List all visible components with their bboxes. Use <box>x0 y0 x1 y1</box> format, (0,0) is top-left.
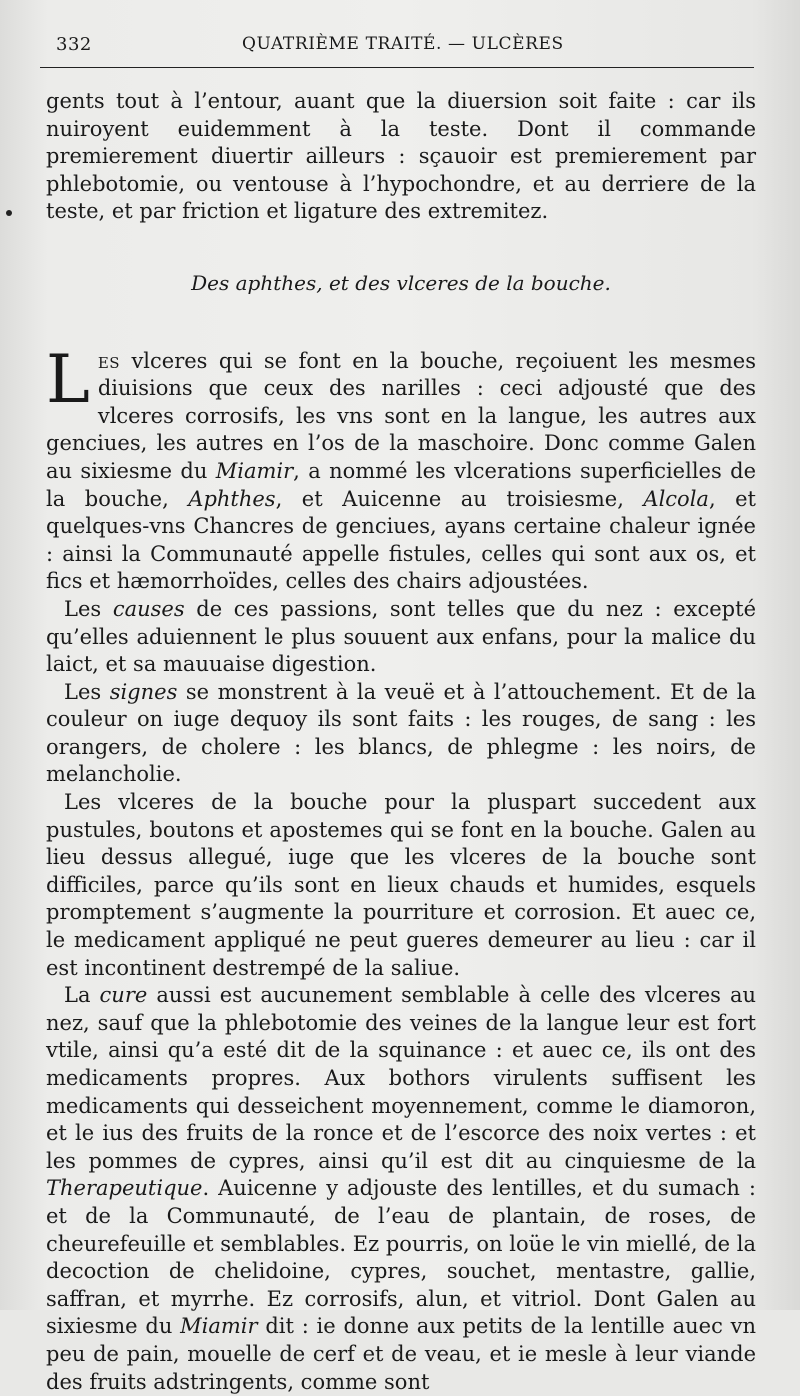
italic-term: Miamir <box>180 1314 258 1339</box>
text-run: , et quelques-vns Chancres de genciues, ayans certaine chaleur ignée : ainsi la Communauté appelle fistules, celles qui sont aux os, et fics et hæmorrhoïdes, celles des chairs adjoustées. <box>46 486 756 594</box>
section-heading: Des aphthes, et des vlceres de la bouche. <box>191 270 611 295</box>
text-run: se monstrent à la veuë et à l’attouchement. Et de la couleur on iuge dequoy ils sont faits : les rouges, de sang : les orangers, de cholere : les blancs, de phlegme : les noirs, de melancholie. <box>46 679 757 787</box>
text-run: Les <box>64 596 113 621</box>
text-run: Les <box>64 679 110 704</box>
paragraph-cure <box>46 982 756 1396</box>
text-run: de ces passions, sont telles que du nez : excepté qu’elles aduiennent le plus souuent aux enfans, pour la malice du laict, et sa mauuaise digestion. <box>46 596 756 677</box>
text-run: dit : ie donne aux petits de la lentille auec vn peu de pain, mouelle de cerf et de veau, et ie mesle à leur viande des fruits adstringents, comme sont <box>46 1314 756 1394</box>
margin-mark <box>6 210 12 216</box>
paragraph-continuation: gents tout à l’entour, auant que la diuersion soit faite : car ils nuiroyent euidemment à la teste. Dont il commande premierement diuertir ailleurs : sçauoir est premierement par phlebotomie, ou ventouse à l’hypochondre, et au derriere de la teste, et par friction et ligature des extremitez. <box>46 89 756 224</box>
text-run: , et Auicenne au troisiesme, <box>275 486 644 511</box>
italic-term: causes <box>112 596 185 621</box>
italic-term: signes <box>109 679 178 704</box>
paragraph-signes <box>46 679 756 789</box>
italic-term: Therapeutique <box>46 1176 203 1201</box>
running-head: QUATRIÈME TRAITÉ. — ULCÈRES <box>242 34 564 54</box>
paragraph-causes <box>46 596 756 679</box>
italic-term: cure <box>99 983 148 1008</box>
text-run: vlceres qui se font en la bouche, reçoiuent les mesmes diuisions que ceux des narilles : ceci adjousté que des vlceres corrosifs, les vns sont en la langue, les autres aux genciues, les autres en l’os de la maschoire. Donc comme Galen au sixiesme du <box>46 348 756 483</box>
paragraph-opening <box>46 340 756 596</box>
italic-term: Aphthes <box>188 486 276 511</box>
page-header <box>56 30 754 66</box>
text-run: La <box>64 983 100 1008</box>
text-run: . Auicenne y adjouste des lentilles, et du sumach : et de la Communauté, de l’eau de plantain, de roses, de cheurefeuille et semblables. Ez pourris, on loüe le vin miellé, de la decoction de chelidoine, cypres, souchet, mentastre, gallie, saffran, et myrrhe. Ez corrosifs, alun, et vitriol. Dont Galen au sixiesme du <box>46 1176 756 1339</box>
small-caps-lead: es <box>97 348 121 373</box>
text-run: , a nommé les vlcerations superficielles de la bouche, <box>46 458 756 511</box>
text-run: aussi est aucunement semblable à celle des vlceres au nez, sauf que la phlebotomie des veines de la langue leur est fort vtile, ainsi qu’a esté dit de la squinance : et auec ce, ils ont des medicaments propres. Aux bothors virulents suffisent les medicaments qui desseichent moyennement, comme le diamoron, et le ius des fruits de la ronce et de l’escorce des noix vertes : et les pommes de cypres, ainsi qu’il est dit au cinquiesme de la <box>46 983 756 1173</box>
header-rule <box>40 67 754 68</box>
page-number: 332 <box>56 34 92 55</box>
italic-term: Miamir <box>215 458 294 483</box>
page-body <box>46 88 756 1396</box>
paragraph-vlceres: Les vlceres de la bouche pour la pluspart succedent aux pustules, boutons et apostemes qui se font en la bouche. Galen au lieu dessus allegué, iuge que les vlceres de la bouche sont difficiles, parce qu’ils sont en lieux chauds et humides, esquels promptement s’augmente la pourriture et corrosion. Et auec ce, le medicament appliqué ne peut gueres demeurer au lieu : car il est incontinent destrempé de la saliue. <box>46 790 756 980</box>
italic-term: Alcola <box>643 486 709 511</box>
drop-cap: L <box>46 340 90 418</box>
